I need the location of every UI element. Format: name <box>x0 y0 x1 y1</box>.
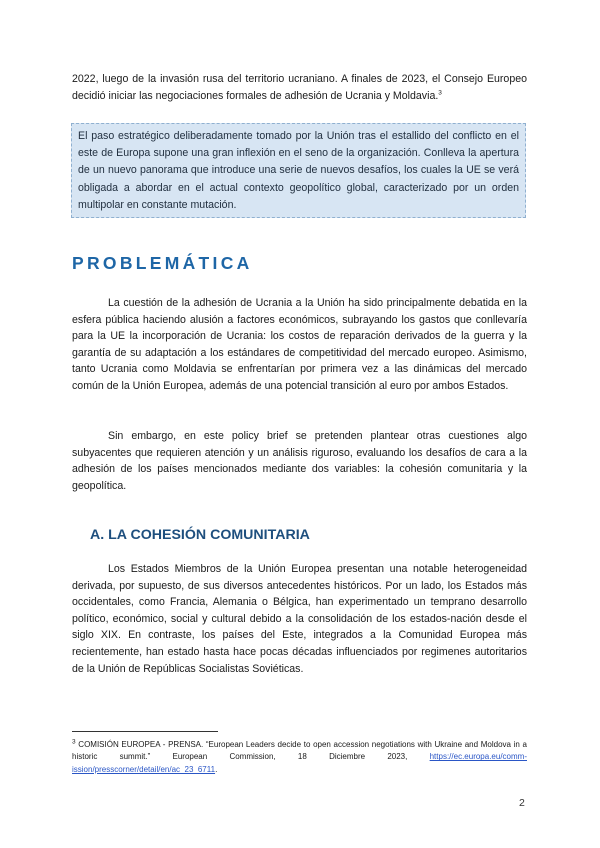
subsection-heading: A. LA COHESIÓN COMUNITARIA <box>90 527 310 543</box>
footnote-divider <box>72 731 218 732</box>
intro-paragraph <box>72 71 527 104</box>
highlight-text: El paso estratégico deliberadamente tomado por la Unión tras el estallido del conflicto en el este de Europa supone una gran inflexión en el seno de la organización. Conlleva la apertura de un nuevo panorama que introduce una serie de nuevos desafíos, los cuales la UE se verá obligada a abordar en el actual contexto geopolítico global, caracterizado por un orden multipolar en constante mutación. <box>78 130 519 211</box>
page-number: 2 <box>519 797 525 809</box>
intro-text: 2022, luego de la invasión rusa del territorio ucraniano. A finales de 2023, el Consejo Europeo decidió iniciar las negociaciones formales de adhesión de Ucrania y Moldavia. <box>72 73 527 102</box>
body-paragraph-2: Sin embargo, en este policy brief se pretenden plantear otras cuestiones algo subyacentes que requieren atención y un análisis riguroso, evaluando los desafíos de cara a la adhesión de los países mencionados mediante dos variables: la cohesión comunitaria y la geopolítica. <box>72 430 527 492</box>
footnote-text: COMISIÓN EUROPEA - PRENSA. “European Leaders decide to open accession negotiations with Ukraine and Moldova in a historic summit.” European Commission, 18 Diciembre 2023, <box>72 740 527 762</box>
footnote <box>72 739 527 776</box>
section-heading: PROBLEMÁTICA <box>72 253 253 273</box>
subsection-paragraph: Los Estados Miembros de la Unión Europea presentan una notable heterogeneidad derivada, por supuesto, de sus diversos antecedentes históricos. Por un lado, los Estados más occidentales, como Francia, Alemania o Bélgica, han experimentado un temprano desarrollo político, económico, social y cultural debido a la consolidación de los estados-nación desde el siglo XIX. En contraste, los países del Este, integrados a la Comunidad Europea más recientemente, han estado hasta hace pocas décadas influenciados por regimenes autoritarios de la Unión de Repúblicas Socialistas Soviéticas. <box>72 563 527 675</box>
footnote-link[interactable]: https://ec.europa.eu/comm- ission/presscorner/detail/en/ac_23_6711 <box>72 752 527 774</box>
highlight-box <box>71 123 526 218</box>
body-paragraph-1: La cuestión de la adhesión de Ucrania a la Unión ha sido principalmente debatida en la esfera pública haciendo alusión a factores económicos, subrayando los gastos que conllevaría para la UE la incorporación de Ucrania: los costos de reparación derivados de la guerra y la garantía de su adaptación a los estándares de competitividad del mercado europeo. Asimismo, tanto Ucrania como Moldavia se enfrentarían por primera vez a las dinámicas del mercado común de la Unión Europea, además de una potencial transición al euro por ambos Estados. <box>72 297 527 392</box>
footnote-reference[interactable]: 3 <box>438 89 442 97</box>
footnote-marker: 3 <box>72 738 76 746</box>
footnote-end: . <box>215 764 218 774</box>
